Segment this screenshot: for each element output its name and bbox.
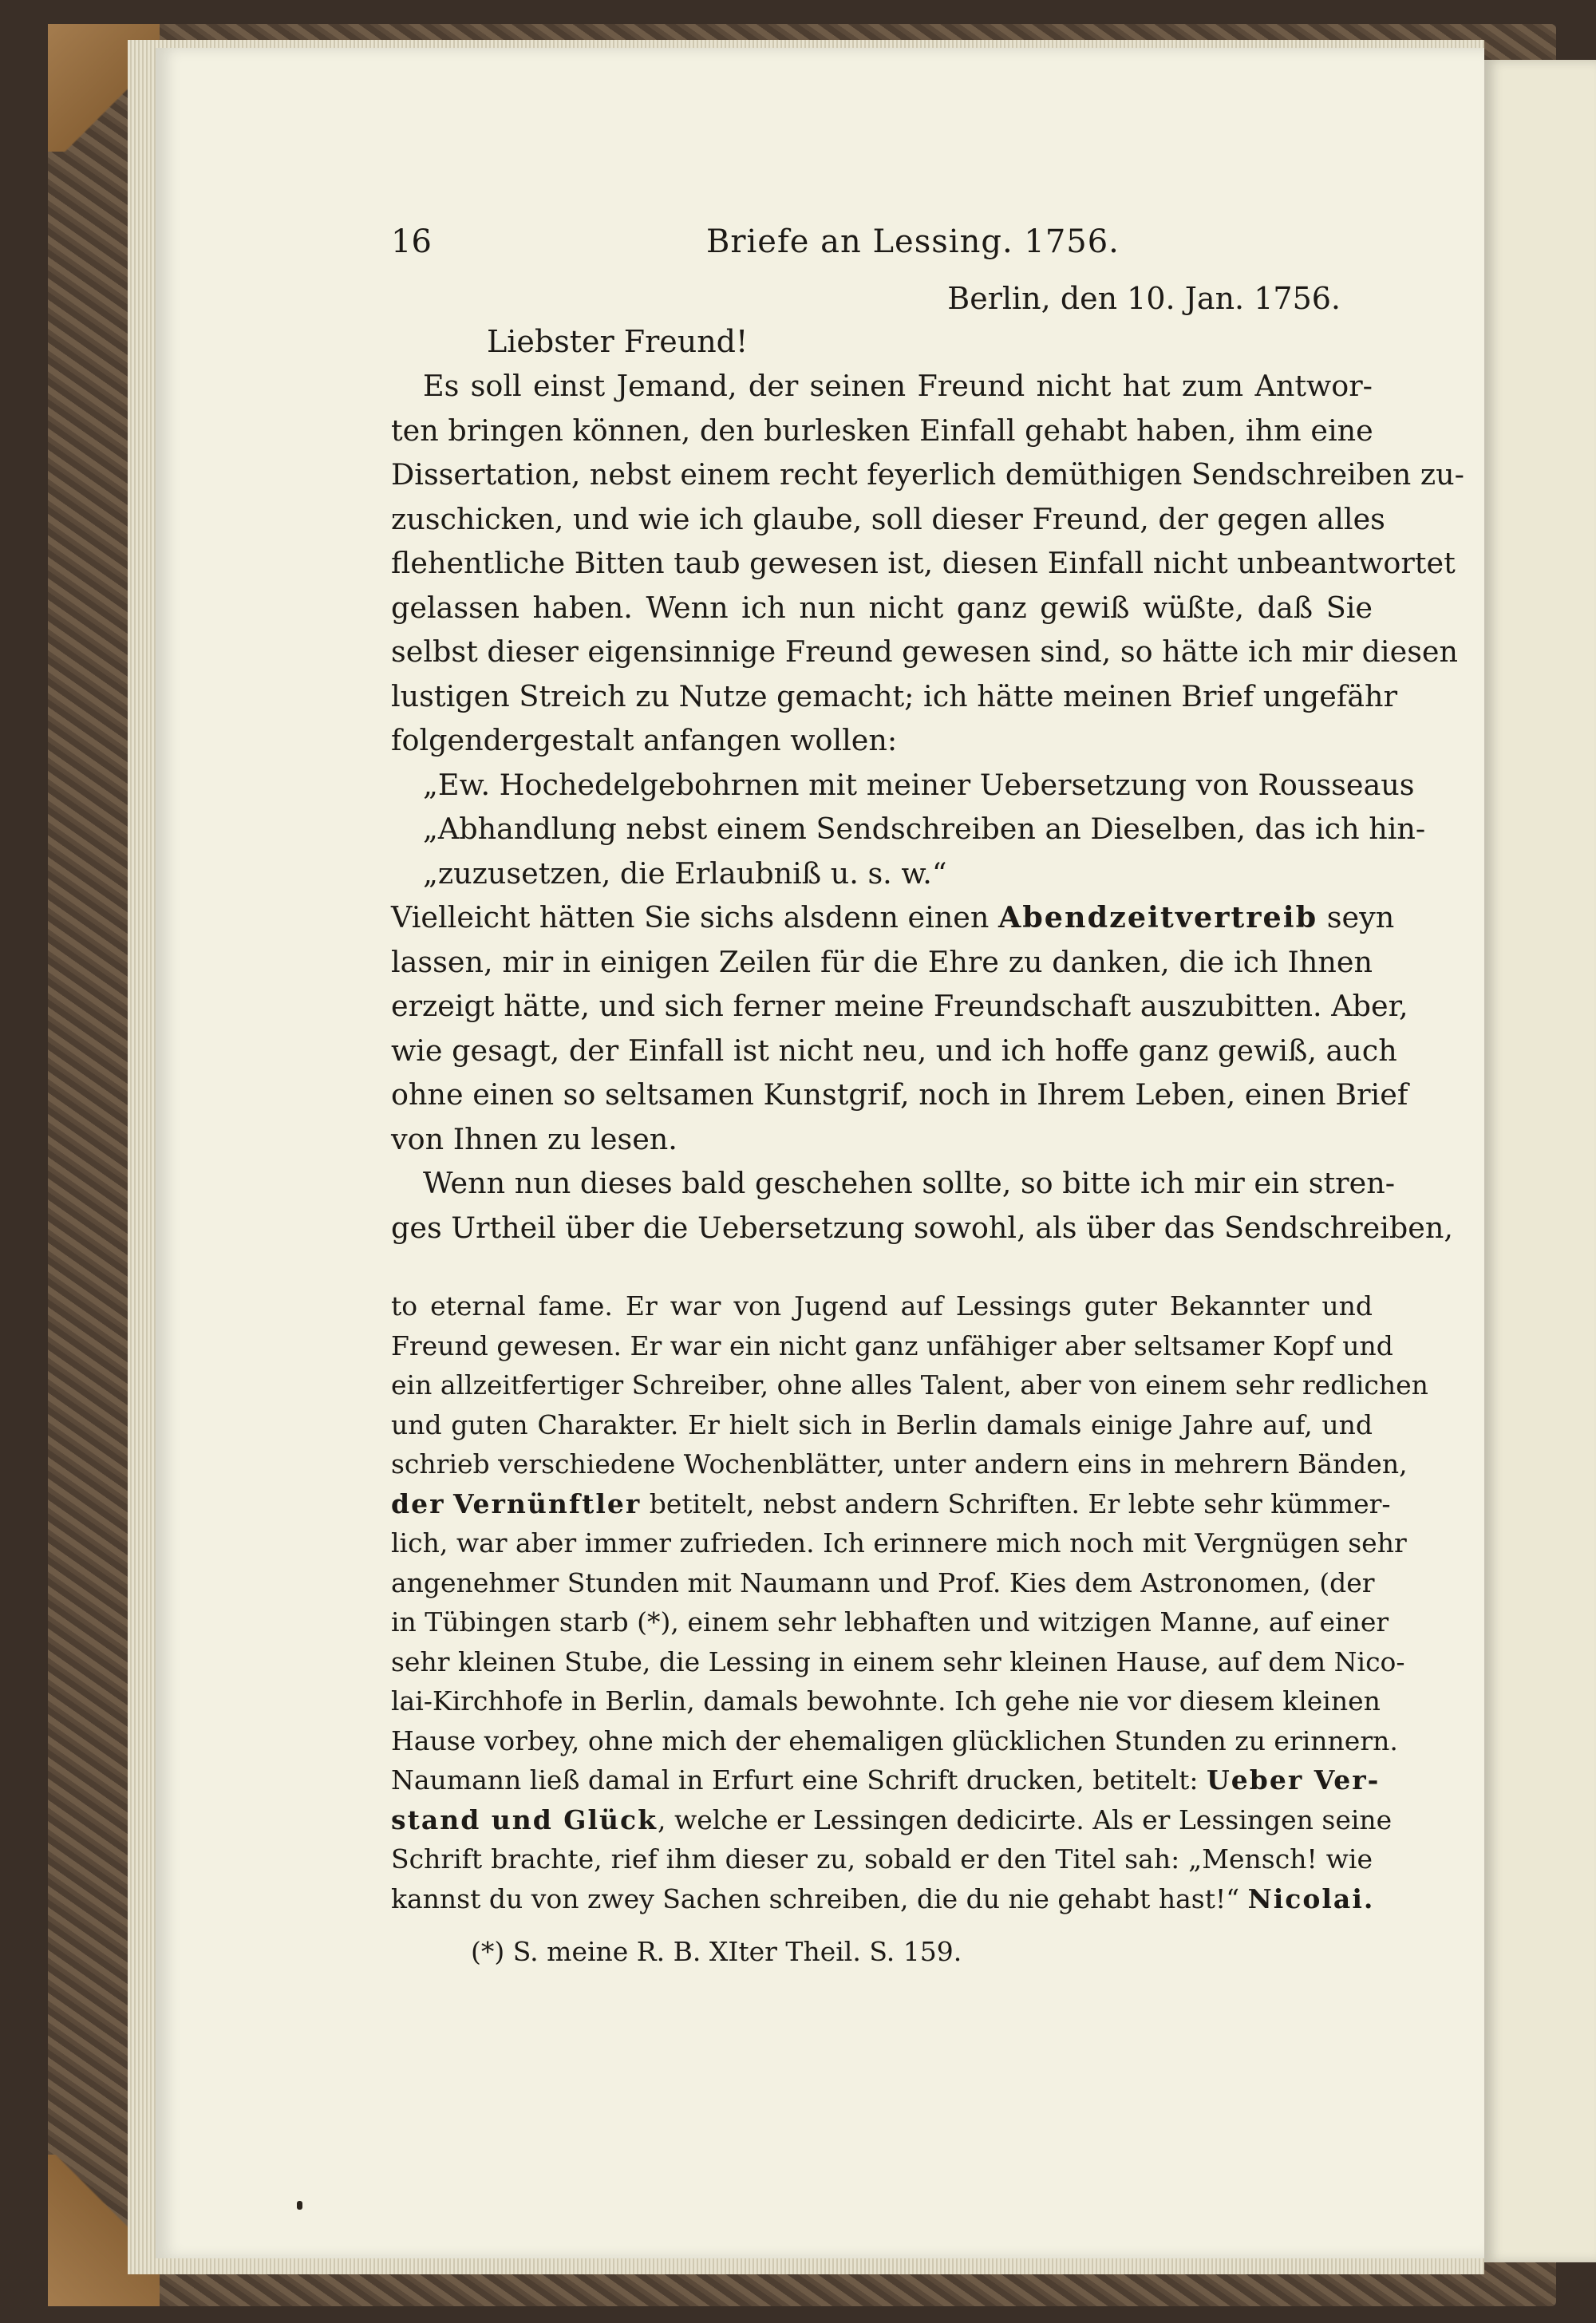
note-line: schrieb verschiedene Wochenblätter, unter andern eins in mehrern Bänden,: [391, 1448, 1408, 1480]
note-line: Hause vorbey, ohne mich der ehemaligen glücklichen Stunden zu erinnern.: [391, 1724, 1398, 1756]
signature: Nicolai.: [1247, 1882, 1375, 1914]
note-line: ein allzeitfertiger Schreiber, ohne alles Talent, aber von einem sehr redlichen: [391, 1369, 1428, 1401]
letter-paragraph-2: [391, 895, 1408, 1161]
text-line: lustigen Streich zu Nutze gemacht; ich hätte meinen Brief ungefähr: [391, 678, 1398, 713]
text-line: ohne einen so seltsamen Kunstgrif, noch in Ihrem Leben, einen Brief: [391, 1077, 1408, 1112]
text-line: von Ihnen zu lesen.: [391, 1121, 678, 1156]
editor-note: [391, 1286, 1428, 1918]
text-line: [391, 895, 1395, 940]
note-line: [391, 1800, 1393, 1840]
page-number: 16: [391, 223, 432, 260]
text-line: gelassen haben. Wenn ich nun nicht ganz gewiß wüßte, daß Sie: [391, 590, 1373, 625]
letter: [391, 281, 1464, 1250]
work-title: Vernünftler: [452, 1487, 642, 1519]
text-line: wie gesagt, der Einfall ist nicht neu, und ich hoffe ganz gewiß, auch: [391, 1033, 1397, 1068]
work-title: stand und Glück: [391, 1803, 658, 1835]
letter-dateline: Berlin, den 10. Jan. 1756.: [947, 281, 1341, 316]
text-line: ges Urtheil über die Uebersetzung sowohl, als über das Sendschreiben,: [391, 1210, 1454, 1245]
quote-line: „Abhandlung nebst einem Sendschreiben an Dieselben, das ich hin-: [423, 812, 1426, 846]
note-line: [391, 1484, 1391, 1524]
text-segment: Vielleicht hätten Sie sichs alsdenn einen: [391, 900, 990, 934]
letter-salutation: Liebster Freund!: [487, 324, 749, 359]
page-content: [391, 223, 1464, 1967]
text-line: Dissertation, nebst einem recht feyerlich demüthigen Sendschreiben zu-: [391, 457, 1464, 492]
note-line: to eternal fame. Er war von Jugend auf Lessings guter Bekannter und: [391, 1290, 1373, 1322]
text-line: Es soll einst Jemand, der seinen Freund nicht hat zum Antwor-: [423, 369, 1373, 403]
ink-spot: [297, 2201, 302, 2210]
text-segment: kannst du von zwey Sachen schreiben, die du nie gehabt hast!“: [391, 1882, 1240, 1914]
work-title: Ueber Ver-: [1206, 1764, 1381, 1796]
text-line: Wenn nun dieses bald geschehen sollte, so bitte ich mir ein stren-: [423, 1166, 1396, 1200]
text-line: lassen, mir in einigen Zeilen für die Ehre zu danken, die ich Ihnen: [391, 944, 1373, 979]
quote-line: „zuzusetzen, die Erlaubniß u. s. w.“: [423, 855, 947, 891]
text-segment: seyn: [1326, 900, 1395, 934]
text-segment: betitelt, nebst andern Schriften. Er lebte sehr kümmer-: [649, 1487, 1391, 1519]
note-line: [391, 1879, 1373, 1919]
note-line: lich, war aber immer zufrieden. Ich erinnere mich noch mit Vergnügen sehr: [391, 1527, 1407, 1559]
note-line: Schrift brachte, rief ihm dieser zu, sobald er den Titel sah: „Mensch! wie: [391, 1843, 1373, 1875]
facing-page-edge: [1484, 60, 1596, 2262]
text-segment: der: [391, 1487, 445, 1519]
letter-paragraph-3: [391, 1161, 1454, 1250]
text-line: ten bringen können, den burlesken Einfall gehabt haben, ihm eine: [391, 413, 1373, 448]
note-line: [391, 1760, 1381, 1800]
text-line: zuschicken, und wie ich glaube, soll dieser Freund, der gegen alles: [391, 501, 1385, 536]
text-segment: , welche er Lessingen dedicirte. Als er Lessingen seine: [657, 1803, 1393, 1835]
text-line: folgendergestalt anfangen wollen:: [391, 723, 898, 757]
text-line: erzeigt hätte, und sich ferner meine Freundschaft auszubitten. Aber,: [391, 989, 1408, 1023]
note-line: angenehmer Stunden mit Naumann und Prof. Kies dem Astronomen, (der: [391, 1566, 1375, 1598]
text-segment: Naumann ließ damal in Erfurt eine Schrift drucken, betitelt:: [391, 1764, 1199, 1796]
note-line: und guten Charakter. Er hielt sich in Berlin damals einige Jahre auf, und: [391, 1408, 1373, 1440]
running-head: Briefe an Lessing. 1756.: [706, 223, 1120, 260]
note-line: sehr kleinen Stube, die Lessing in einem sehr kleinen Hause, auf dem Nico-: [391, 1645, 1405, 1677]
note-line: in Tübingen starb (*), einem sehr lebhaften und witzigen Manne, auf einer: [391, 1606, 1389, 1638]
text-line: selbst dieser eigensinnige Freund gewesen sind, so hätte ich mir diesen: [391, 634, 1459, 669]
page-header: [391, 223, 1373, 271]
note-line: Freund gewesen. Er war ein nicht ganz unfähiger aber seltsamer Kopf und: [391, 1329, 1393, 1361]
letter-quote: [391, 763, 1426, 896]
letter-paragraph-1: [391, 364, 1464, 763]
emphasized-word: Abendzeitvertreib: [998, 900, 1318, 934]
note-line: lai-Kirchhofe in Berlin, damals bewohnte. Ich gehe nie vor diesem kleinen: [391, 1685, 1381, 1717]
text-line: flehentliche Bitten taub gewesen ist, diesen Einfall nicht unbeantwortet: [391, 546, 1456, 580]
footnote: (*) S. meine R. B. XIter Theil. S. 159.: [471, 1936, 962, 1967]
quote-line: „Ew. Hochedelgebohrnen mit meiner Uebersetzung von Rousseaus: [423, 767, 1415, 802]
